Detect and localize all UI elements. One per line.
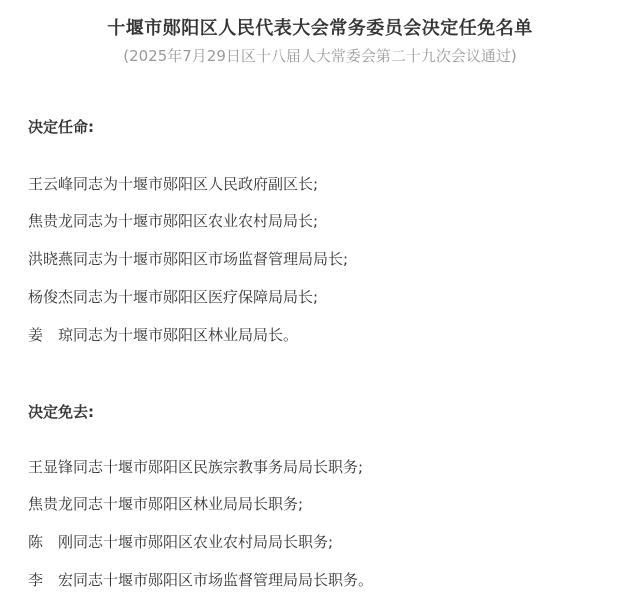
appointment-item: 王云峰同志为十堰市郧阳区人民政府副区长; bbox=[28, 175, 319, 193]
removal-item: 陈 刚同志十堰市郧阳区农业农村局局长职务; bbox=[28, 533, 334, 551]
removal-item: 王显锋同志十堰市郧阳区民族宗教事务局局长职务; bbox=[28, 458, 364, 476]
appointment-item: 杨俊杰同志为十堰市郧阳区医疗保障局局长; bbox=[28, 288, 319, 306]
document-title: 十堰市郧阳区人民代表大会常务委员会决定任免名单 bbox=[107, 18, 533, 39]
appointment-item: 洪晓燕同志为十堰市郧阳区市场监督管理局局长; bbox=[28, 250, 349, 268]
document-subtitle: (2025年7月29日区十八届人大常委会第二十九次会议通过) bbox=[123, 47, 517, 65]
removal-item: 李 宏同志十堰市郧阳区市场监督管理局局长职务。 bbox=[28, 571, 374, 589]
removals-heading: 决定免去: bbox=[28, 403, 94, 421]
appointment-item: 焦贵龙同志为十堰市郧阳区农业农村局局长; bbox=[28, 212, 319, 230]
appointment-item: 姜 琼同志为十堰市郧阳区林业局局长。 bbox=[28, 326, 299, 344]
appointments-heading: 决定任命: bbox=[28, 118, 94, 136]
removal-item: 焦贵龙同志十堰市郧阳区林业局局长职务; bbox=[28, 495, 304, 513]
